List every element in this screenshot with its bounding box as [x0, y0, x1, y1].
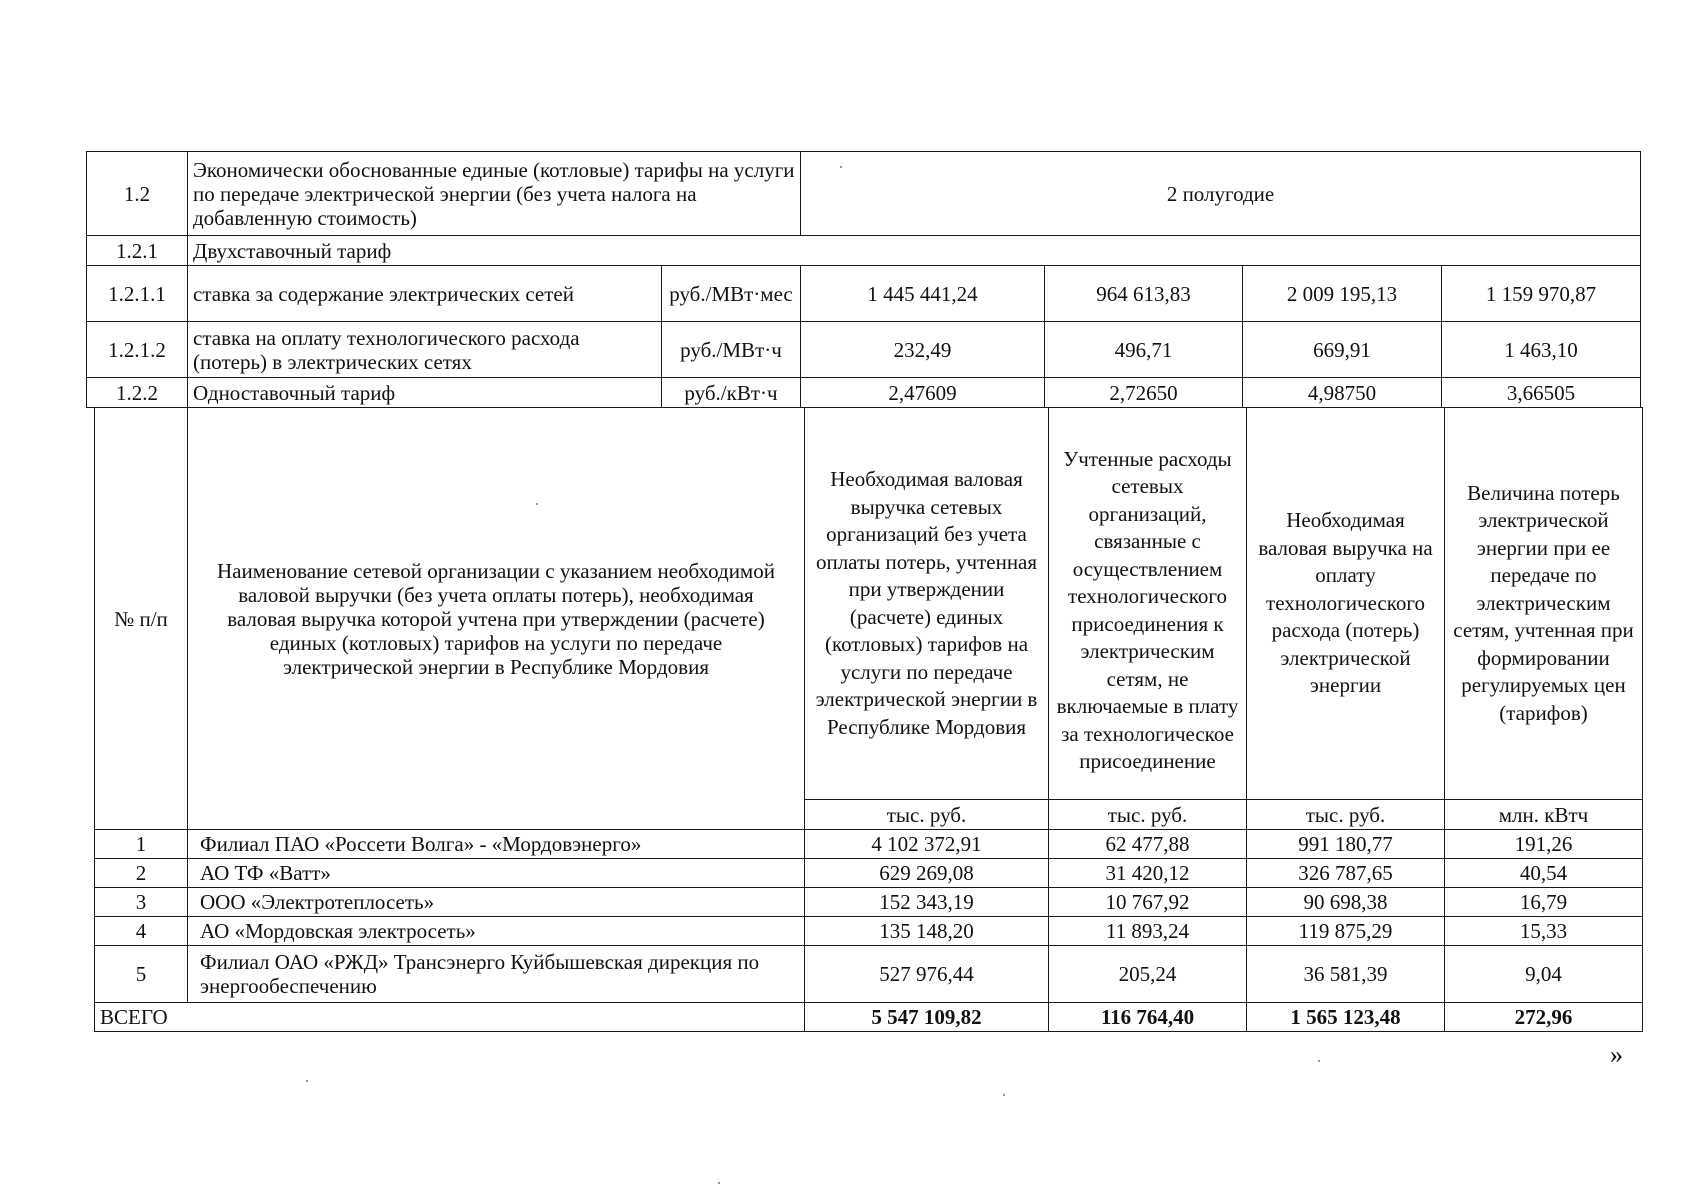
- tariff-name: Одноставочный тариф: [188, 378, 662, 408]
- header-loss-revenue: Необходимая валовая выручка на оплату технологического расхода (потерь) электрической энергии: [1247, 408, 1445, 800]
- tariff-unit: руб./МВт·ч: [662, 322, 801, 378]
- tariff-value: 669,91: [1243, 322, 1442, 378]
- scan-speck: [1003, 1094, 1005, 1096]
- tariff-number: 1.2.2: [87, 378, 188, 408]
- org-value: 527 976,44: [805, 946, 1049, 1003]
- tariff-value: 496,71: [1045, 322, 1243, 378]
- org-value: 40,54: [1445, 859, 1643, 888]
- tariff-value: 2,47609: [801, 378, 1045, 408]
- unit-label: млн. кВтч: [1445, 800, 1643, 830]
- org-number: 3: [95, 888, 188, 917]
- tariffs-section-row: [87, 152, 1641, 236]
- tariff-value: 2,72650: [1045, 378, 1243, 408]
- tariff-row: [87, 378, 1641, 408]
- org-number: 2: [95, 859, 188, 888]
- tariff-number: 1.2.1.2: [87, 322, 188, 378]
- header-loss-volume: Величина потерь электрической энергии при ее передаче по электрическим сетям, учтенная при формировании регулируемых цен (тарифов): [1445, 408, 1643, 800]
- unit-label: тыс. руб.: [805, 800, 1049, 830]
- unit-label: тыс. руб.: [1247, 800, 1445, 830]
- header-revenue: Необходимая валовая выручка сетевых организаций без учета оплаты потерь, учтенная при утверждении (расчете) единых (котловых) тарифов на услуги по передаче электрической энергии в Республике Мордовия: [805, 408, 1049, 800]
- org-value: 205,24: [1049, 946, 1247, 1003]
- tariff-name: ставка за содержание электрических сетей: [188, 266, 662, 322]
- tariff-unit: руб./МВт·мес: [662, 266, 801, 322]
- tariff-value: 4,98750: [1243, 378, 1442, 408]
- org-value: 62 477,88: [1049, 830, 1247, 859]
- closing-quote: »: [1610, 1040, 1623, 1069]
- tariff-number: 1.2.1.1: [87, 266, 188, 322]
- tariff-value: 1 159 970,87: [1442, 266, 1641, 322]
- total-value: 1 565 123,48: [1247, 1003, 1445, 1032]
- tariff-value: 232,49: [801, 322, 1045, 378]
- tariffs-table: [86, 151, 1641, 408]
- two-part-title: Двухставочный тариф: [188, 236, 1641, 266]
- tariff-row: [87, 266, 1641, 322]
- org-name: АО ТФ «Ватт»: [188, 859, 805, 888]
- org-name: ООО «Электротеплосеть»: [188, 888, 805, 917]
- two-part-tariff-row: [87, 236, 1641, 266]
- org-value: 31 420,12: [1049, 859, 1247, 888]
- org-value: 135 148,20: [805, 917, 1049, 946]
- tariff-value: 964 613,83: [1045, 266, 1243, 322]
- tariff-row: [87, 322, 1641, 378]
- two-part-number: 1.2.1: [87, 236, 188, 266]
- total-label: ВСЕГО: [95, 1003, 805, 1032]
- org-row: [95, 888, 1643, 917]
- tariff-value: 1 463,10: [1442, 322, 1641, 378]
- org-value: 991 180,77: [1247, 830, 1445, 859]
- org-name: Филиал ПАО «Россети Волга» - «Мордовэнерго»: [188, 830, 805, 859]
- scan-speck: [718, 1182, 720, 1184]
- scan-speck: [536, 503, 538, 505]
- org-number: 4: [95, 917, 188, 946]
- section-title: Экономически обоснованные единые (котловые) тарифы на услуги по передаче электрической энергии (без учета налога на добавленную стоимость): [188, 152, 801, 236]
- org-name: АО «Мордовская электросеть»: [188, 917, 805, 946]
- tariff-name: ставка на оплату технологического расхода (потерь) в электрических сетях: [188, 322, 662, 378]
- org-value: 191,26: [1445, 830, 1643, 859]
- period-label: 2 полугодие: [801, 152, 1641, 236]
- org-value: 326 787,65: [1247, 859, 1445, 888]
- tariff-value: 1 445 441,24: [801, 266, 1045, 322]
- tariff-value: 2 009 195,13: [1243, 266, 1442, 322]
- org-value: 36 581,39: [1247, 946, 1445, 1003]
- org-value: 152 343,19: [805, 888, 1049, 917]
- org-value: 15,33: [1445, 917, 1643, 946]
- org-name: Филиал ОАО «РЖД» Трансэнерго Куйбышевская дирекция по энергообеспечению: [188, 946, 805, 1003]
- scan-speck: [1318, 1060, 1320, 1062]
- org-row: [95, 859, 1643, 888]
- org-value: 4 102 372,91: [805, 830, 1049, 859]
- org-value: 11 893,24: [1049, 917, 1247, 946]
- unit-label: тыс. руб.: [1049, 800, 1247, 830]
- org-value: 119 875,29: [1247, 917, 1445, 946]
- org-value: 90 698,38: [1247, 888, 1445, 917]
- header-number: № п/п: [95, 408, 188, 830]
- total-value: 5 547 109,82: [805, 1003, 1049, 1032]
- organizations-table: [94, 407, 1643, 1032]
- tariff-value: 3,66505: [1442, 378, 1641, 408]
- scan-speck: [840, 166, 842, 168]
- org-value: 629 269,08: [805, 859, 1049, 888]
- org-number: 5: [95, 946, 188, 1003]
- total-value: 116 764,40: [1049, 1003, 1247, 1032]
- org-value: 10 767,92: [1049, 888, 1247, 917]
- org-value: 9,04: [1445, 946, 1643, 1003]
- org-row: [95, 946, 1643, 1003]
- total-row: [95, 1003, 1643, 1032]
- org-row: [95, 830, 1643, 859]
- tariff-unit: руб./кВт·ч: [662, 378, 801, 408]
- header-connection-costs: Учтенные расходы сетевых организаций, связанные с осуществлением технологического присоединения к электрическим сетям, не включаемые в плату за технологическое присоединение: [1049, 408, 1247, 800]
- section-number: 1.2: [87, 152, 188, 236]
- total-value: 272,96: [1445, 1003, 1643, 1032]
- org-number: 1: [95, 830, 188, 859]
- org-value: 16,79: [1445, 888, 1643, 917]
- scan-speck: [306, 1080, 308, 1082]
- org-row: [95, 917, 1643, 946]
- header-org-name: Наименование сетевой организации с указанием необходимой валовой выручки (без учета оплаты потерь), необходимая валовая выручка которой учтена при утверждении (расчете) единых (котловых) тарифов на услуги по передаче электрической энергии в Республике Мордовия: [188, 408, 805, 830]
- organizations-header-row: [95, 408, 1643, 800]
